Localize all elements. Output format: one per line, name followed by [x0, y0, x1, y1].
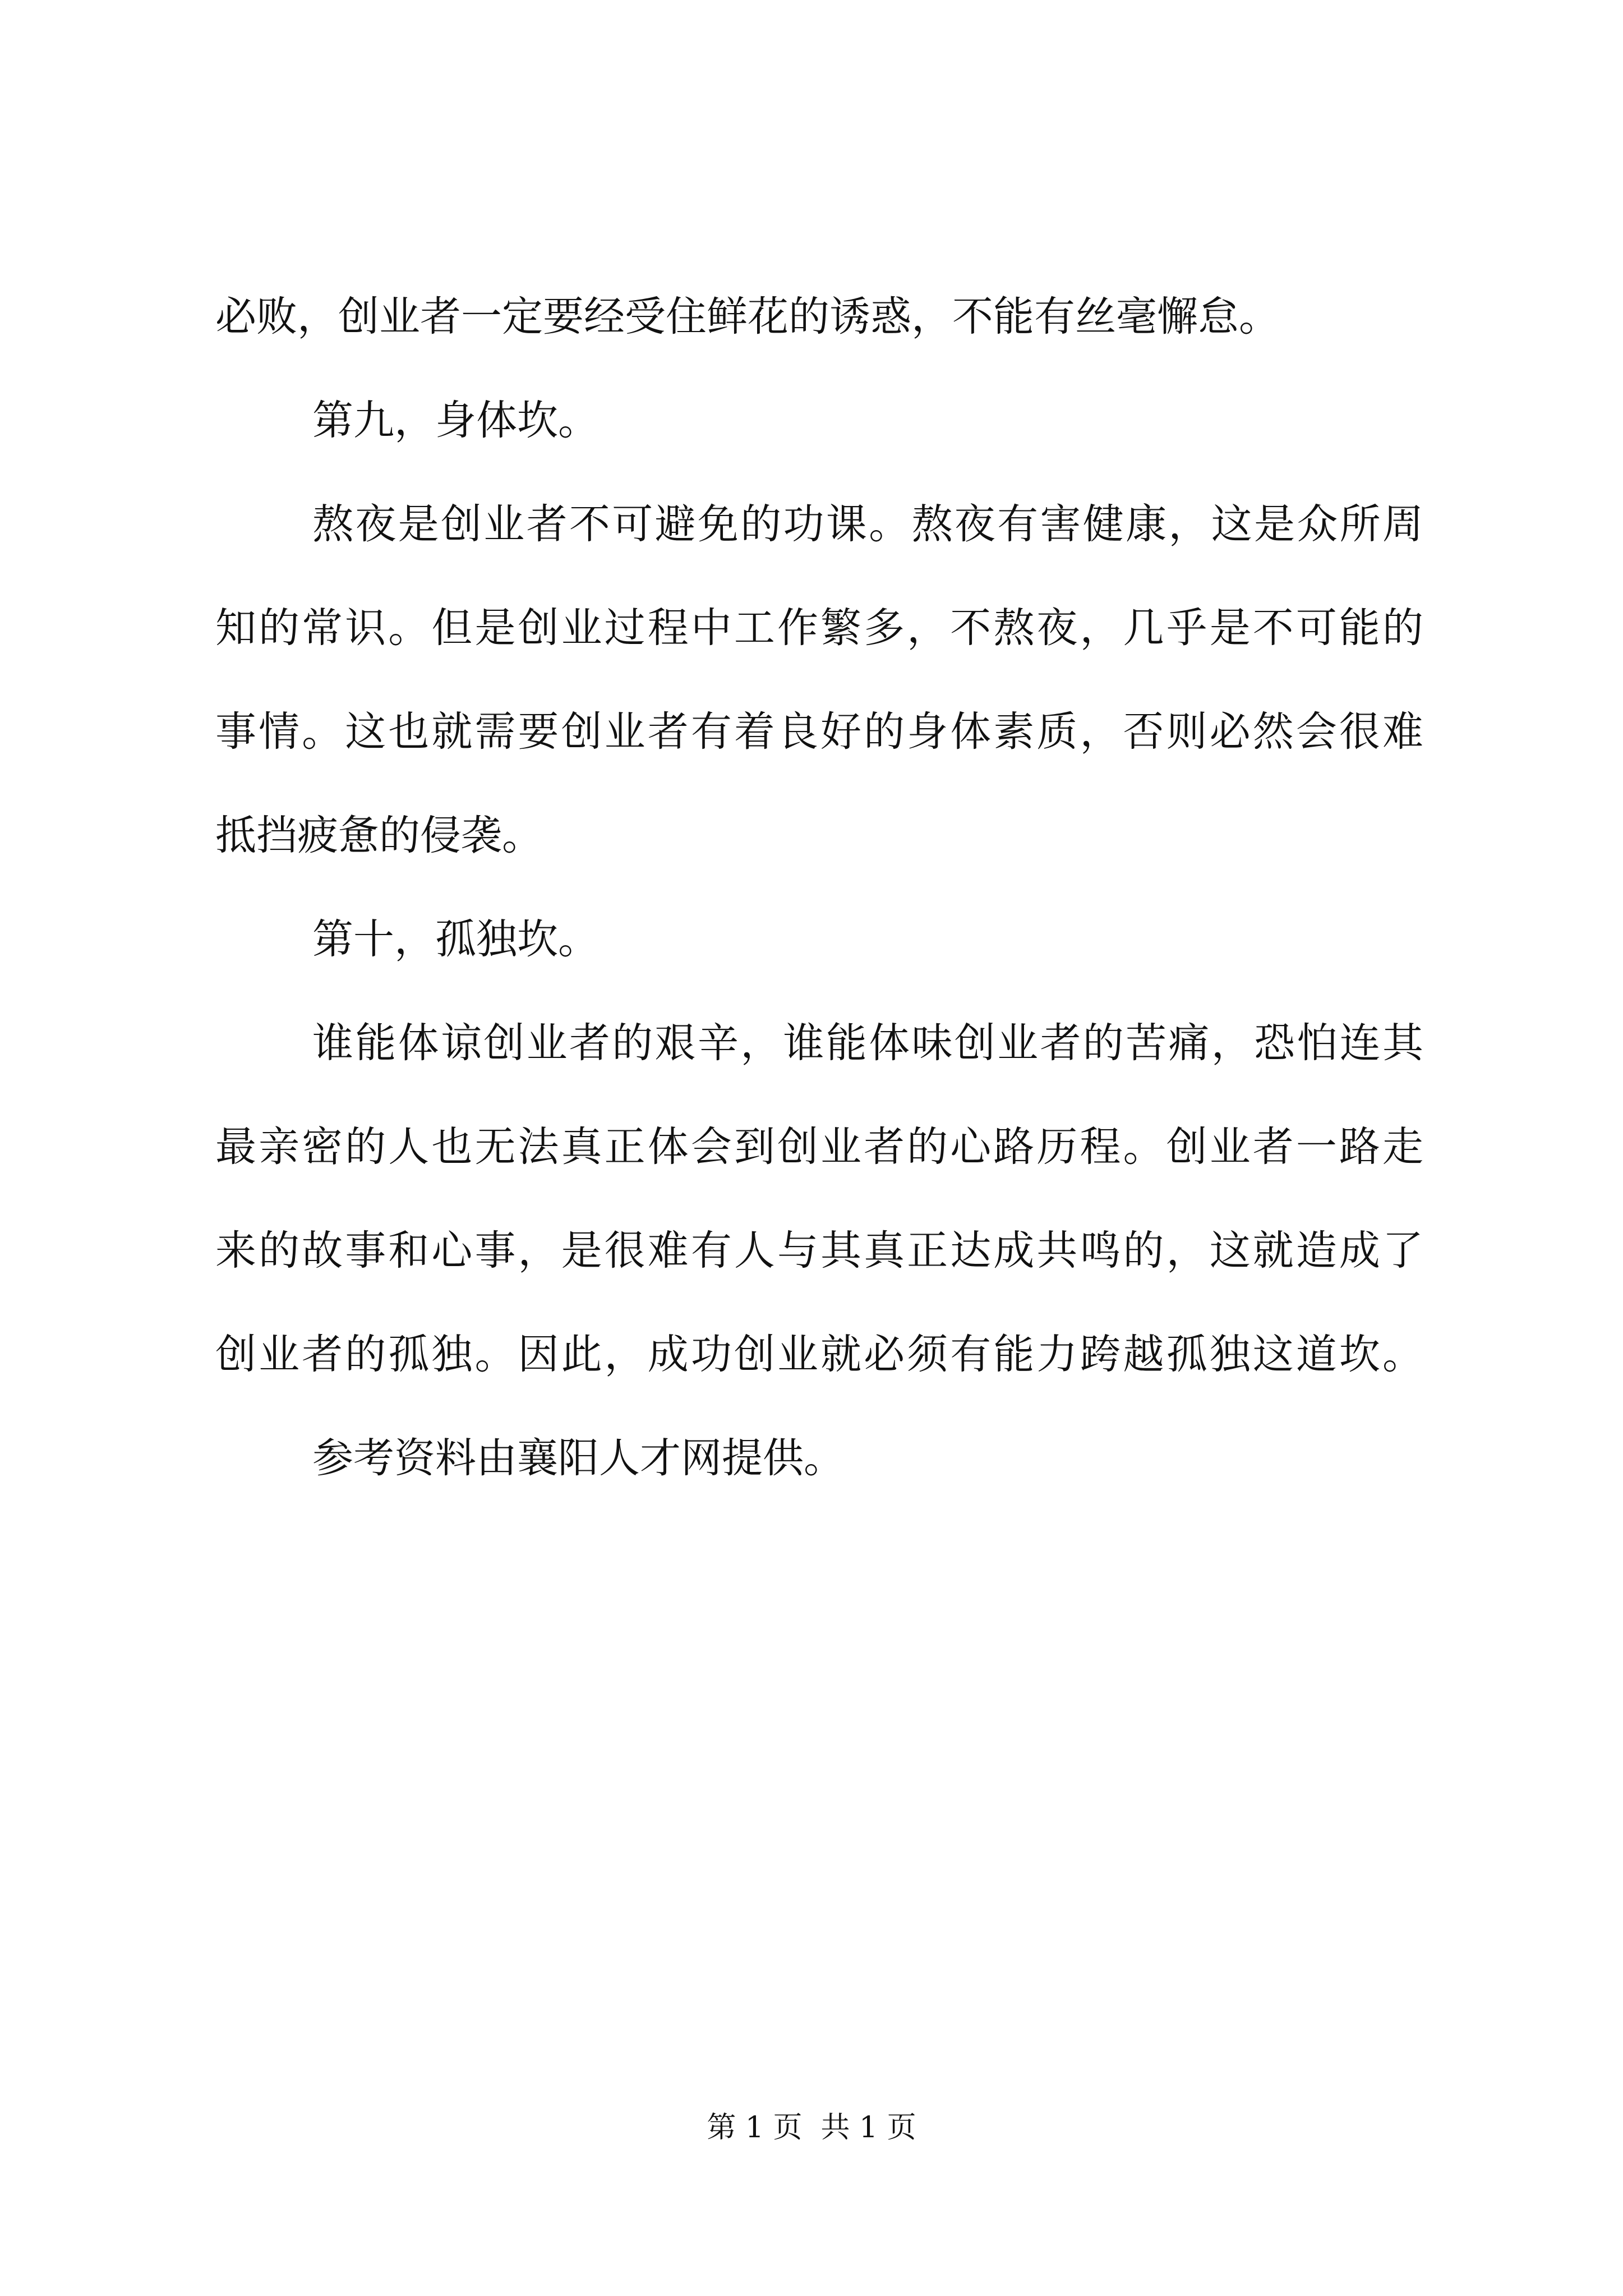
text-line: 来的故事和心事，是很难有人与其真正达成共鸣的，这就造成了 — [215, 1227, 1423, 1274]
text-line: 必败，创业者一定要经受住鲜花的诱惑，不能有丝毫懈怠。 — [215, 293, 1280, 341]
text-line: 谁能体谅创业者的艰辛，谁能体味创业者的苦痛，恐怕连其 — [312, 1019, 1423, 1067]
text-line: 知的常识。但是创业过程中工作繁多，不熬夜，几乎是不可能的 — [215, 604, 1423, 652]
text-line: 事情。这也就需要创业者有着良好的身体素质，否则必然会很难 — [215, 708, 1423, 756]
text-line: 熬夜是创业者不可避免的功课。熬夜有害健康，这是众所周 — [312, 500, 1423, 548]
section-heading: 第十，孤独坎。 — [312, 915, 599, 963]
text-line: 抵挡疲惫的侵袭。 — [215, 812, 543, 859]
page-number-label: 第 1 页 共 1 页 — [707, 2111, 916, 2145]
text-line: 创业者的孤独。因此，成功创业就必须有能力跨越孤独这道坎。 — [215, 1331, 1423, 1378]
text-line: 最亲密的人也无法真正体会到创业者的心路历程。创业者一路走 — [215, 1123, 1423, 1171]
document-body — [215, 265, 1423, 1510]
section-heading: 第九，身体坎。 — [312, 397, 599, 444]
page-footer — [0, 2108, 1623, 2147]
source-note: 参考资料由襄阳人才网提供。 — [312, 1434, 845, 1482]
